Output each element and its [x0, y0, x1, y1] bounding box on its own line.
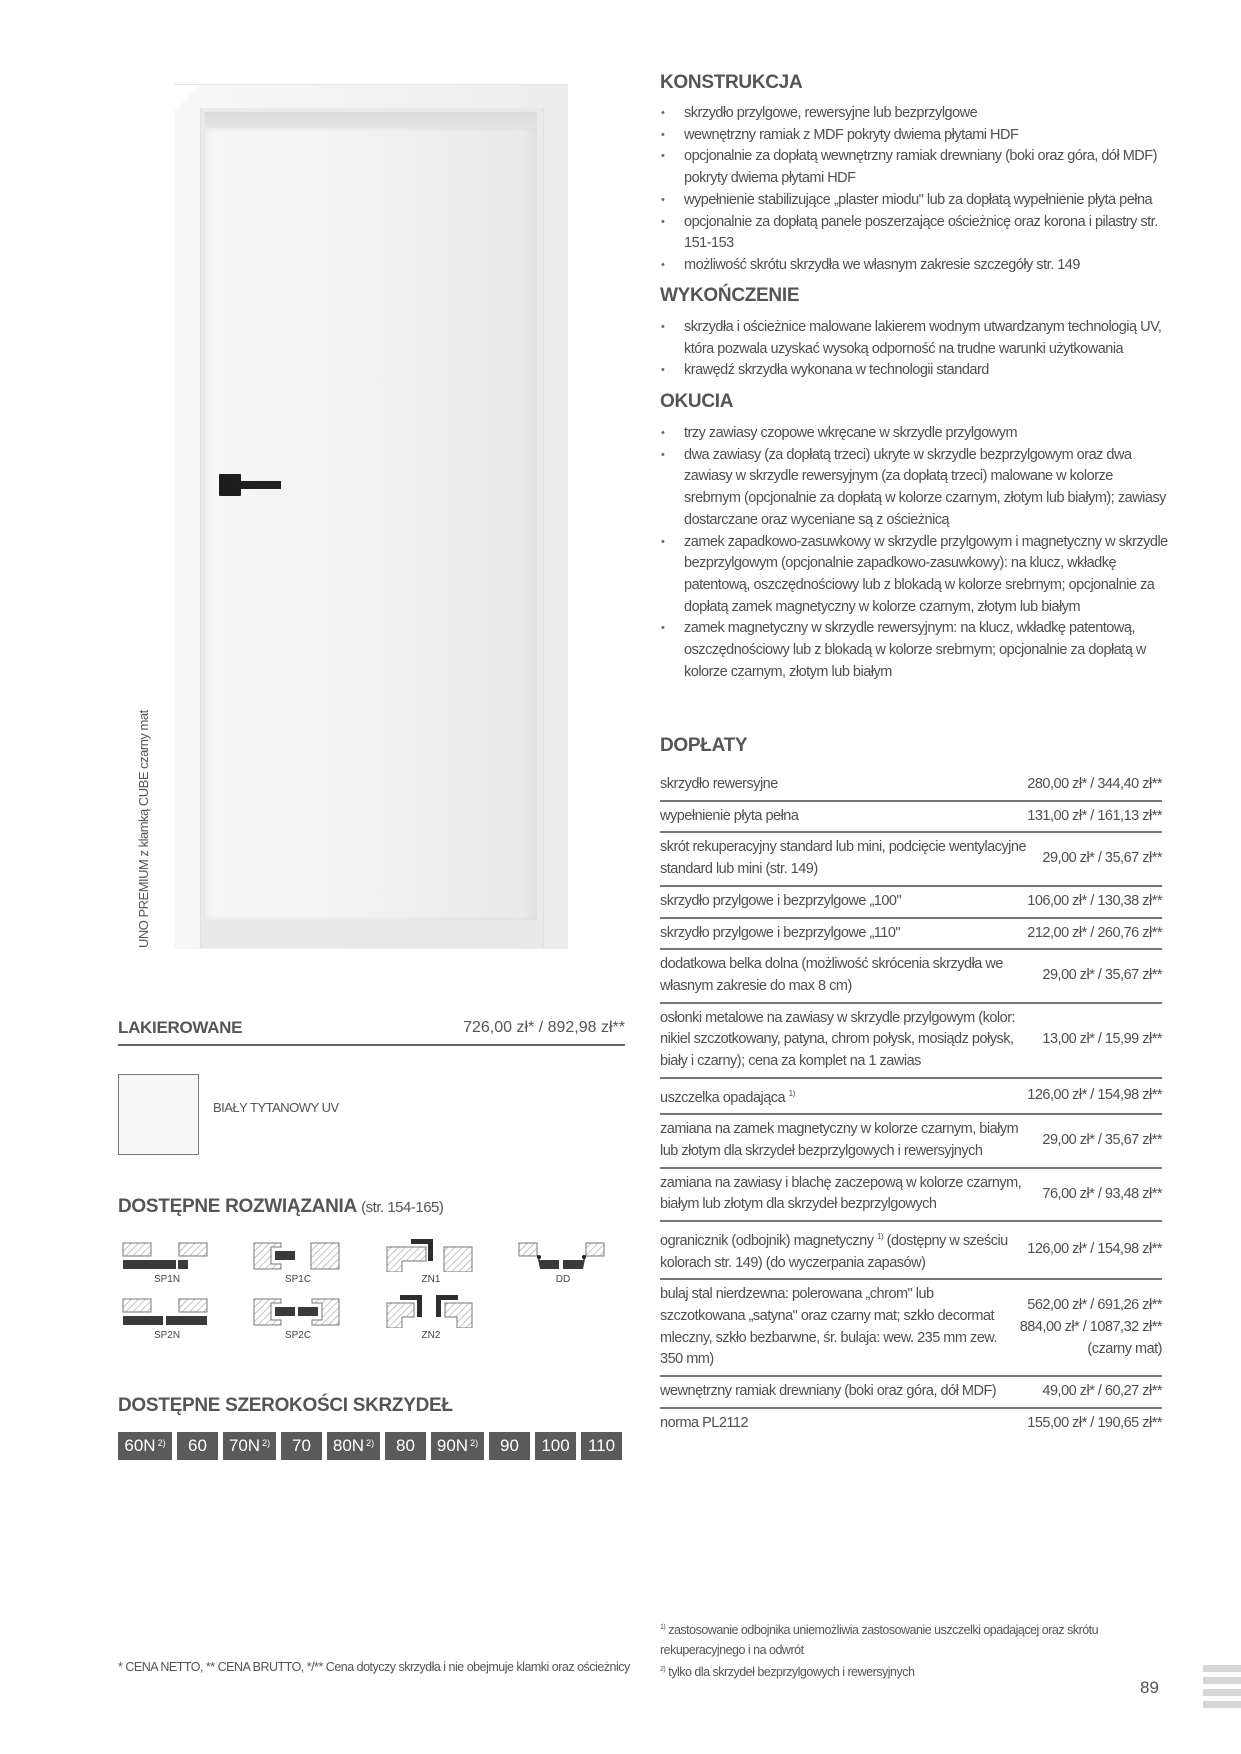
solution-sp1n — [122, 1238, 212, 1285]
surcharges-title: DOPŁATY — [660, 735, 748, 756]
footnote-2: $^{2)}$ tylko dla skrzydeł bezprzylgowych i rewersyjnych — [660, 1665, 915, 1680]
list-item: • opcjonalnie za dopłatą panele poszerzające ościeżnicę oraz korona i pilastry str. 151-153 — [660, 212, 1170, 255]
width-option: 90N $^{2)}$ — [431, 1432, 484, 1460]
solutions-title: DOSTĘPNE ROZWIĄZANIA — [118, 1196, 357, 1217]
table-row: osłonki metalowe na zawiasy w skrzydle przylgowym (kolor: nikiel szczotkowany, patyna, chrom połysk, mosiądz połysk, biały i czarny); cena za komplet na 1 zawias 13,00 zł* / 15,99 zł** — [660, 1004, 1162, 1079]
door-handle-rose-icon — [219, 474, 241, 496]
width-option: 80 — [385, 1432, 426, 1460]
door-leaf — [205, 128, 537, 920]
finish-title: LAKIEROWANE — [118, 1018, 243, 1037]
solutions-heading — [118, 1196, 443, 1218]
sp2n-diagram-icon — [122, 1294, 212, 1328]
width-option: 60N $^{2)}$ — [118, 1432, 172, 1460]
width-option: 100 — [535, 1432, 576, 1460]
width-option: 90 — [489, 1432, 530, 1460]
hardware-list — [660, 423, 1170, 683]
price-legend: * CENA NETTO, ** CENA BRUTTO, */** Cena dotyczy skrzydła i nie obejmuje klamki oraz ościeżnicy — [118, 1660, 630, 1674]
solution-label: SP2N — [153, 1330, 181, 1341]
footnotes — [660, 1618, 1120, 1682]
list-item: • opcjonalnie za dopłatą wewnętrzny ramiak drewniany (boki oraz góra, dół MDF) pokryty dwiema płytami HDF — [660, 146, 1170, 189]
finish-price: 726,00 zł* / 892,98 zł** — [463, 1019, 625, 1036]
table-row: norma PL2112 155,00 zł* / 190,65 zł** — [660, 1414, 1162, 1431]
construction-list — [660, 103, 1170, 277]
width-option: 60 — [177, 1432, 218, 1460]
product-caption: UNO PREMIUM z klamką CUBE czarny mat — [136, 710, 151, 948]
page-stripes-decoration — [1203, 1665, 1241, 1713]
solution-label: SP1C — [284, 1274, 312, 1285]
footnote-1: $^{1)}$ zastosowanie odbojnika uniemożliwia zastosowanie uszczelki opadającej oraz skrótu rekuperacyjnego i na odwrót — [660, 1623, 1099, 1658]
table-row: skrót rekuperacyjny standard lub mini, podcięcie wentylacyjne standard lub mini (str. 149) 29,00 zł* / 35,67 zł** — [660, 833, 1162, 886]
solution-label: SP2C — [284, 1330, 312, 1341]
widths-title: DOSTĘPNE SZEROKOŚCI SKRZYDEŁ — [118, 1395, 453, 1416]
dd-diagram-icon — [518, 1238, 608, 1272]
widths-list — [118, 1432, 622, 1460]
sp1n-diagram-icon — [122, 1238, 212, 1272]
solution-dd — [518, 1238, 608, 1285]
list-item: • zamek magnetyczny w skrzydle rewersyjnym: na klucz, wkładkę patentową, oszczędnościowy lub z blokadą w kolorze srebrnym; opcjonalnie za dopłatą w kolorze czarnym, złotym lub białym — [660, 618, 1170, 683]
table-row: bulaj stal nierdzewna: polerowana „chrom" lub szczotkowana „satyna" oraz czarny mat; szkło decormat mleczny, szkło bezbarwne, śr. bulaja: wew. 235 mm zew. 350 mm) 562,00 zł* / 691,26 zł** 884,00 zł* / 1087,32 zł** (czarny mat) — [660, 1280, 1162, 1377]
solutions-subtitle: (str. 154-165) — [361, 1199, 444, 1216]
color-swatch — [118, 1074, 199, 1155]
page-number: 89 — [1140, 1678, 1159, 1697]
door-handle-lever-icon — [239, 481, 281, 489]
finish-list — [660, 317, 1170, 382]
list-item: • skrzydła i ościeżnice malowane lakierem wodnym utwardzanym technologią UV, która pozwala uzyskać wysoką odporność na trudne warunki użytkowania — [660, 317, 1170, 360]
solution-label: SP1N — [153, 1274, 181, 1285]
list-item: • trzy zawiasy czopowe wkręcane w skrzydle przylgowym — [660, 423, 1170, 445]
surcharges-table — [660, 770, 1162, 1439]
list-item: • dwa zawiasy (za dopłatą trzeci) ukryte w skrzydle bezprzylgowym oraz dwa zawiasy w skrzydle rewersyjnym (za dopłatą trzeci) malowane w kolorze srebrnym (opcjonalnie za dopłatą w kolorze czarnym, złotym lub białym); zawiasy dostarczane oraz wyceniane są z ościeżnicą — [660, 445, 1170, 532]
list-item: • możliwość skrótu skrzydła we własnym zakresie szczegóły str. 149 — [660, 255, 1170, 277]
sp1c-diagram-icon — [253, 1238, 343, 1272]
table-row: skrzydło rewersyjne 280,00 zł* / 344,40 zł** — [660, 770, 1162, 802]
width-option: 110 — [581, 1432, 622, 1460]
zn1-diagram-icon — [386, 1238, 476, 1272]
finish-price-row — [118, 1012, 625, 1046]
table-row: wypełnienie płyta pełna 131,00 zł* / 161,13 zł** — [660, 802, 1162, 834]
zn2-diagram-icon — [386, 1294, 476, 1328]
table-row: zamiana na zamek magnetyczny w kolorze czarnym, białym lub złotym dla skrzydeł bezprzylgowych i rewersyjnych 29,00 zł* / 35,67 zł** — [660, 1115, 1162, 1168]
table-row: skrzydło przylgowe i bezprzylgowe „110" 212,00 zł* / 260,76 zł** — [660, 919, 1162, 951]
solution-label: DD — [555, 1274, 571, 1285]
width-option: 80N $^{2)}$ — [327, 1432, 380, 1460]
solution-sp2c — [253, 1294, 343, 1341]
list-item: • zamek zapadkowo-zasuwkowy w skrzydle przylgowym i magnetyczny w skrzydle bezprzylgowym (opcjonalnie zapadkowo-zasuwkowy): na klucz, wkładkę patentową, oszczędnościowy lub z blokadą w kolorze srebrnym; opcjonalnie za dopłatą zamek magnetyczny w kolorze czarnym, złotym lub białym — [660, 532, 1170, 619]
solution-label: ZN2 — [421, 1330, 441, 1341]
list-item: • skrzydło przylgowe, rewersyjne lub bezprzylgowe — [660, 103, 1170, 125]
table-row: skrzydło przylgowe i bezprzylgowe „100" 106,00 zł* / 130,38 zł** — [660, 887, 1162, 919]
list-item: • krawędź skrzydła wykonana w technologii standard — [660, 360, 1170, 382]
solution-sp2n — [122, 1294, 212, 1341]
table-row: dodatkowa belka dolna (możliwość skrócenia skrzydła we własnym zakresie do max 8 cm) 29,00 zł* / 35,67 zł** — [660, 950, 1162, 1003]
table-row: ogranicznik (odbojnik) magnetyczny $^{1)}$ (dostępny w sześciu kolorach str. 149) (do wyczerpania zapasów) 126,00 zł* / 154,98 zł** — [660, 1222, 1162, 1280]
solution-sp1c — [253, 1238, 343, 1285]
solution-label: ZN1 — [421, 1274, 441, 1285]
table-row: uszczelka opadająca $^{1)}$ 126,00 zł* / 154,98 zł** — [660, 1079, 1162, 1116]
color-swatch-label: BIAŁY TYTANOWY UV — [213, 1100, 339, 1115]
construction-title: KONSTRUKCJA — [660, 72, 803, 93]
solution-zn2 — [386, 1294, 476, 1341]
width-option: 70 — [281, 1432, 322, 1460]
solutions-grid — [118, 1238, 638, 1358]
sp2c-diagram-icon — [253, 1294, 343, 1328]
list-item: • wewnętrzny ramiak z MDF pokryty dwiema płytami HDF — [660, 125, 1170, 147]
width-option: 70N $^{2)}$ — [223, 1432, 276, 1460]
table-row: zamiana na zawiasy i blachę zaczepową w kolorze czarnym, białym lub złotym dla skrzydeł bezprzylgowych 76,00 zł* / 93,48 zł** — [660, 1169, 1162, 1222]
finish-section-title: WYKOŃCZENIE — [660, 285, 800, 306]
solution-zn1 — [386, 1238, 476, 1285]
table-row: wewnętrzny ramiak drewniany (boki oraz góra, dół MDF) 49,00 zł* / 60,27 zł** — [660, 1377, 1162, 1409]
list-item: • wypełnienie stabilizujące „plaster miodu" lub za dopłatą wypełnienie płyta pełna — [660, 190, 1170, 212]
hardware-title: OKUCIA — [660, 391, 734, 412]
